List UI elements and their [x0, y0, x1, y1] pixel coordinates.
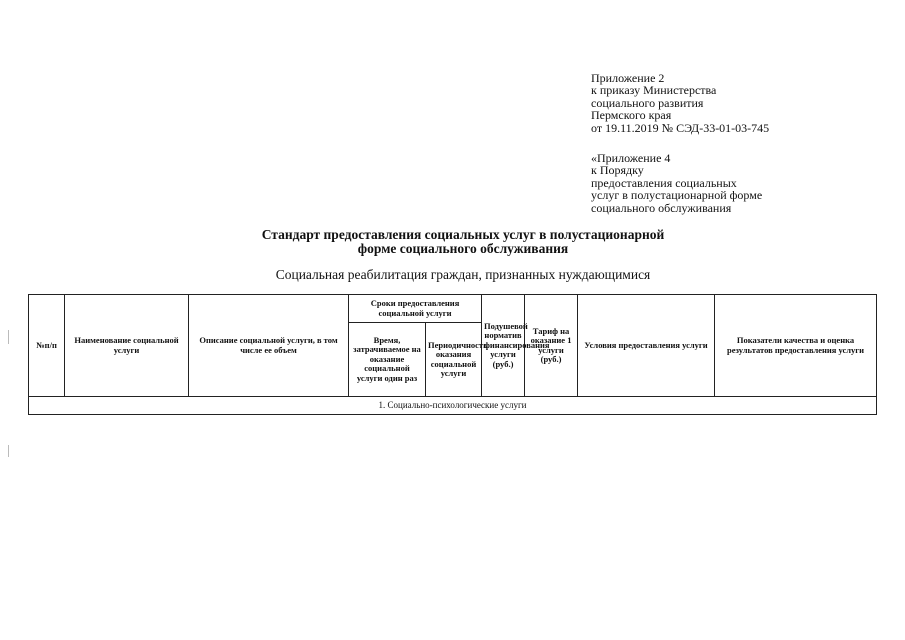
- header-conditions: Условия предоставления услуги: [578, 295, 715, 397]
- appendix-2-block: [591, 72, 769, 134]
- appendix-2-line: от 19.11.2019 № СЭД-33-01-03-745: [591, 120, 770, 135]
- appendix-2-line: Приложение 2: [591, 71, 665, 85]
- header-per-capita-standard: Подушевой норматив финансирования услуги (руб.): [482, 295, 525, 397]
- appendix-4-line: к Порядку: [591, 163, 644, 178]
- document-title-line: форме социального обслуживания: [357, 241, 569, 256]
- appendix-2-line: социального развития: [591, 95, 704, 110]
- header-service-name: Наименование социальной услуги: [65, 295, 189, 397]
- services-standard-table: [28, 294, 877, 415]
- scan-margin-mark: [8, 330, 9, 344]
- header-number: №п/п: [29, 295, 65, 397]
- header-tariff: Тариф на оказание 1 услуги (руб.): [525, 295, 578, 397]
- document-subtitle: Социальная реабилитация граждан, признанных нуждающимися: [275, 267, 651, 282]
- appendix-2-line: Пермского края: [591, 108, 672, 123]
- appendix-4-line: социального обслуживания: [591, 200, 732, 215]
- appendix-4-block: [591, 152, 762, 214]
- document-title: [200, 228, 726, 256]
- document-title-line: Стандарт предоставления социальных услуг в полустационарной: [261, 227, 665, 242]
- appendix-4-line: «Приложение 4: [591, 151, 671, 165]
- section-row-social-psychological: 1. Социально-психологические услуги: [29, 397, 877, 415]
- appendix-4-line: услуг в полустационарной форме: [591, 188, 763, 203]
- header-quality-indicators: Показатели качества и оценка результатов предоставления услуги: [715, 295, 877, 397]
- scan-margin-mark: [8, 445, 9, 457]
- header-periodicity: Периодичность оказания социальной услуги: [426, 323, 482, 397]
- header-terms: Сроки предоставления социальной услуги: [349, 295, 482, 323]
- header-time-spent: Время, затрачиваемое на оказание социальной услуги один раз: [349, 323, 426, 397]
- header-service-description: Описание социальной услуги, в том числе ее объем: [189, 295, 349, 397]
- appendix-2-line: к приказу Министерства: [591, 83, 717, 98]
- appendix-4-line: предоставления социальных: [591, 175, 737, 190]
